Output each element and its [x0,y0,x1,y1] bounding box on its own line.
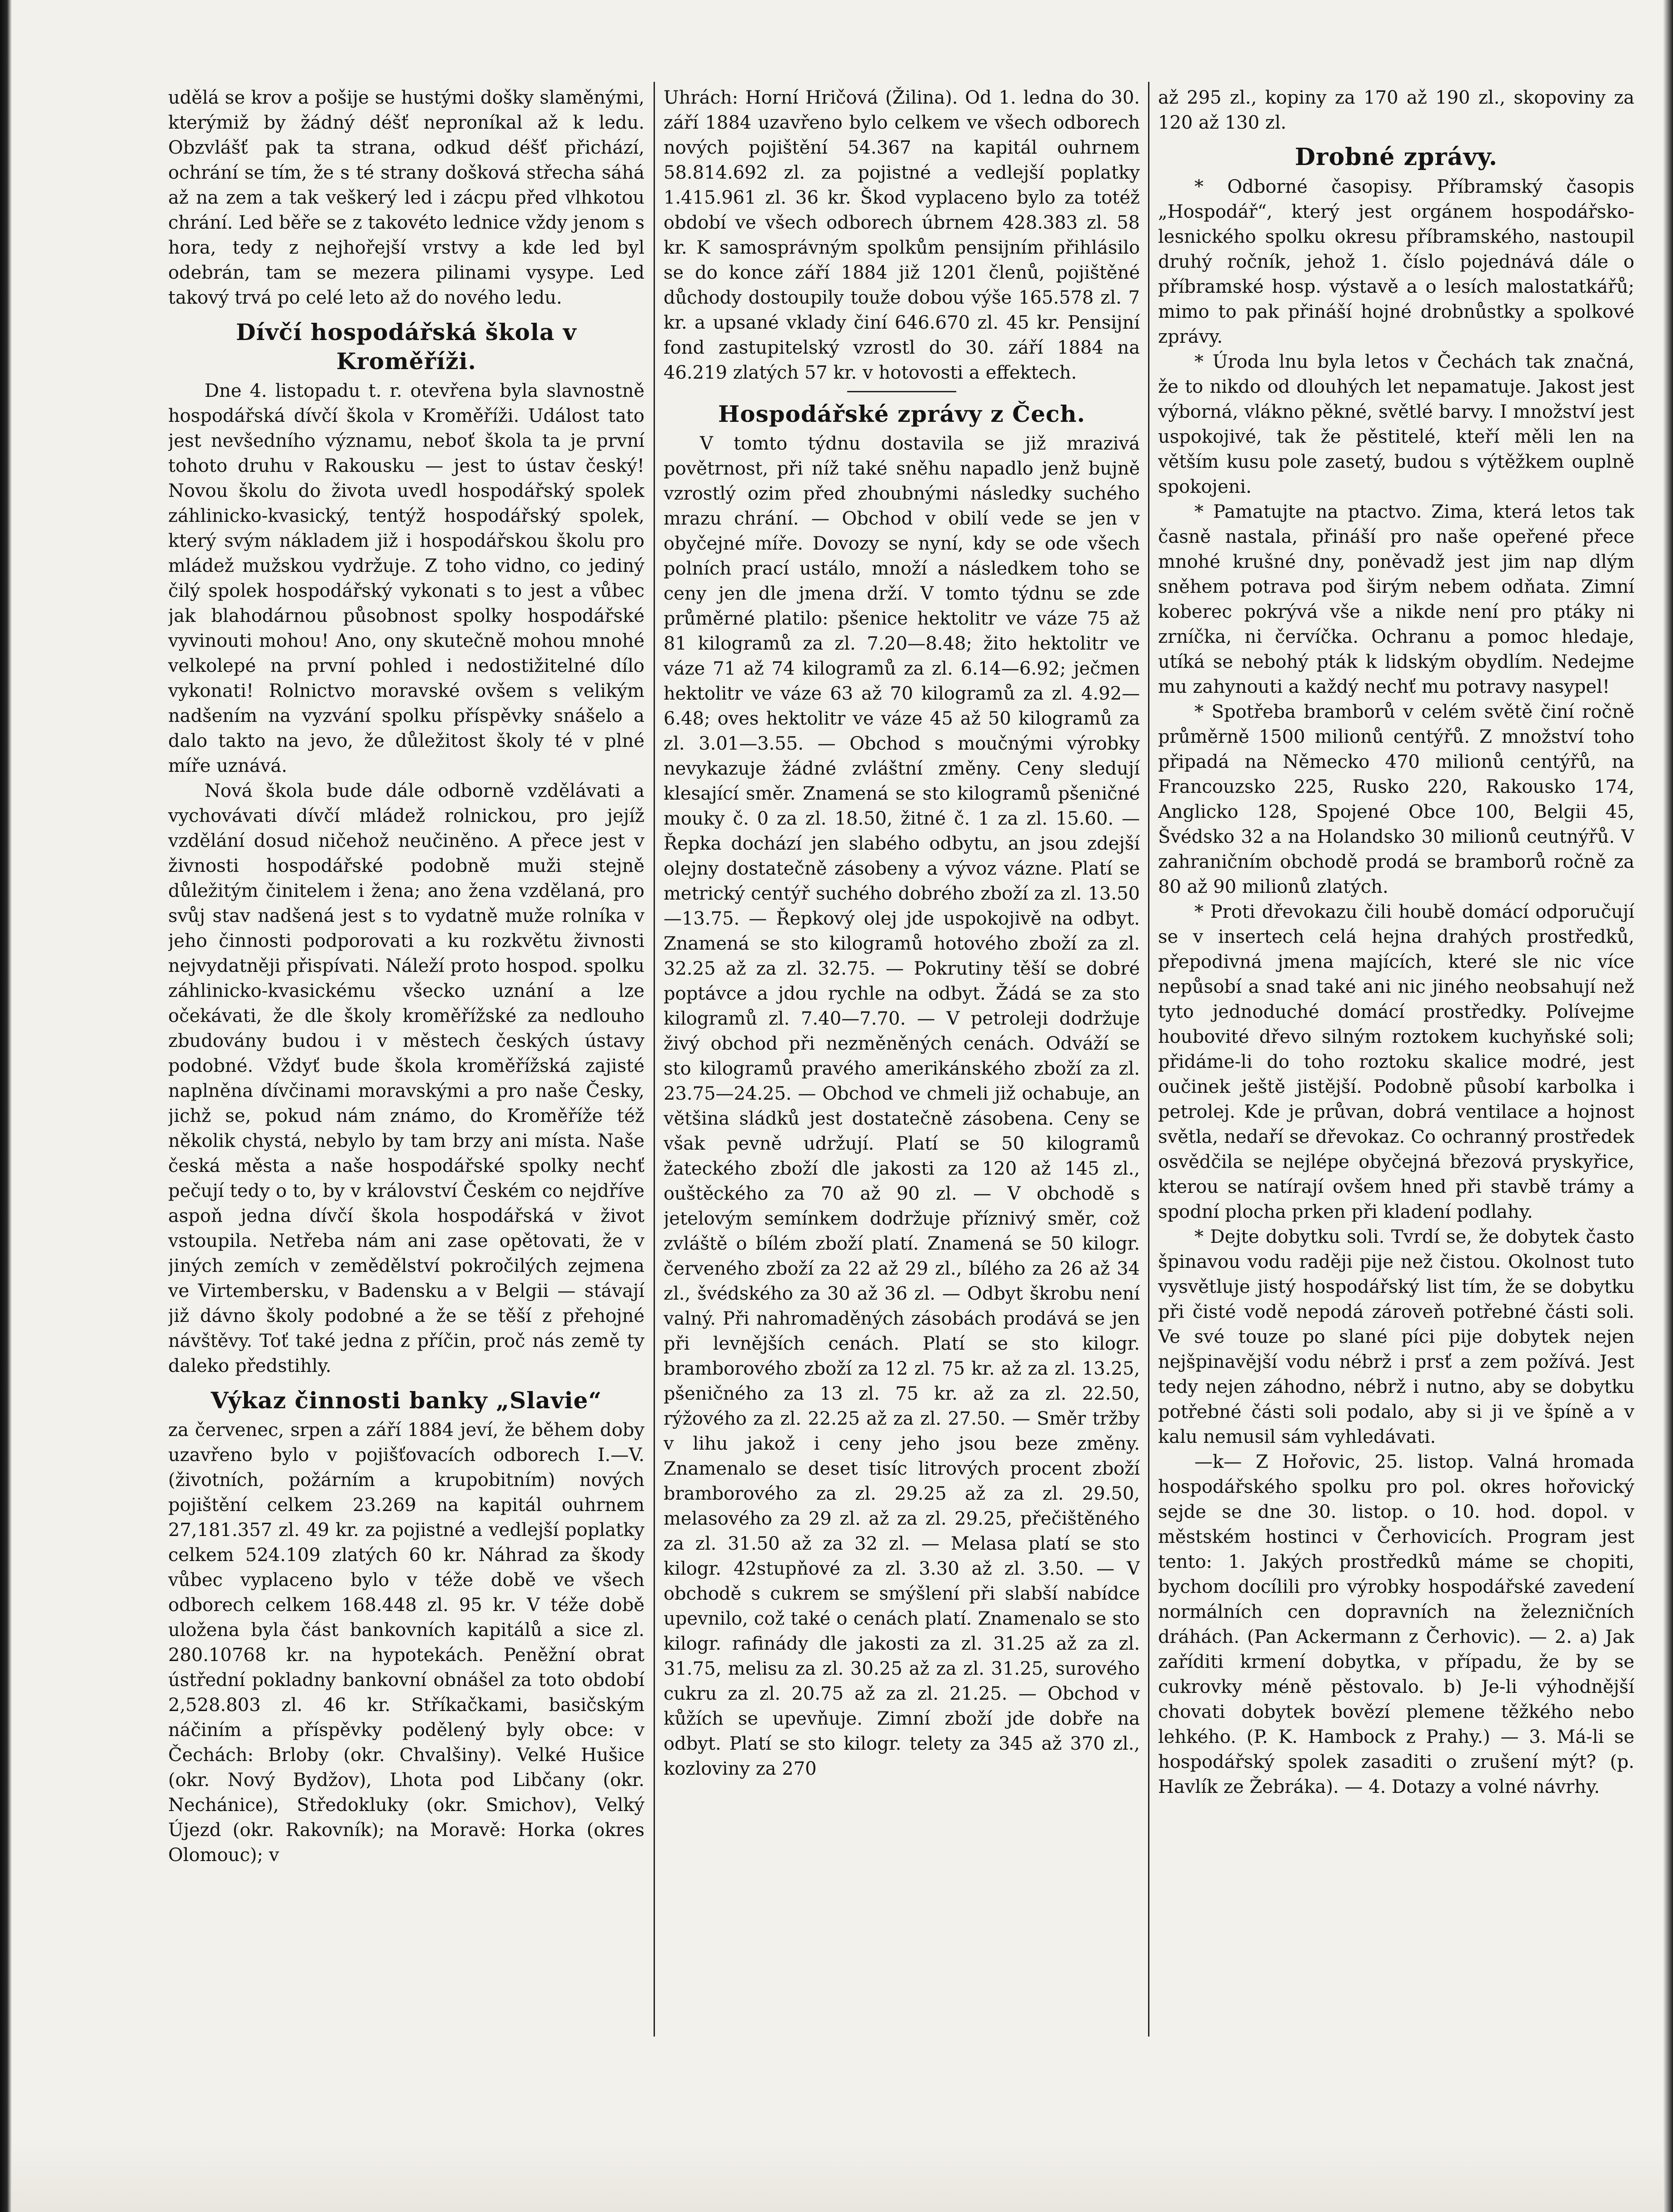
column-3 [1158,85,1634,2036]
article-vykaz-slavie: za červenec, srpen a září 1884 jeví, že během doby uzavřeno bylo v pojišťovacích odborech I.—V. (životních, požárním a krupobitním) nových pojištění celkem 23.269 na kapitál ouhrnem 27,181.357 zl. 49 kr. za pojistné a vedlejší poplatky celkem 524.109 zlatých 60 kr. Náhrad za škody vůbec vyplaceno bylo v téže době ve všech odborech celkem 168.448 zl. 95 kr. V téže době uložena byla část bankovních kapitálů a sice zl. 280.10768 kr. na hypotekách. Peněžní obrat ústřední pokladny bankovní obnášel za toto období 2,528.803 zl. 46 kr. Stříkačkami, basičským náčiním a příspěvky podělený byly obce: v Čechách: Brloby (okr. Chvalšiny). Velké Hušice (okr. Nový Bydžov), Lhota pod Libčany (okr. Nechánice), Středokluky (okr. Smichov), Velký Újezd (okr. Rakovník); na Moravě: Horka (okres Olomouc); v [168,1420,644,1866]
heading-divci-skola: Dívčí hospodářská škola v Kroměříži. [236,319,577,375]
heading-vykaz-slavie: Výkaz činnosti banky „Slavie“ [210,1387,602,1414]
news-horovice: —k— Z Hořovic, 25. listop. Valná hromada hospodářského spolku pro pol. okres hořovický sejde se dne 30. listop. o 10. hod. dopol. v městském hostinci v Čerhovicích. Program jest tento: 1. Jakých prostředků máme se chopiti, bychom docílili pro výrobky hospodářské zavedení normálních cen dopravních na železničních dráhách. (Pan Ackermann z Čerhovic). — 2. a) Jak zaříditi krmení dobytka, v případu, že by se cukrovky méně pěstovalo. b) Je-li výhodnější chovati dobytek bovězí plemene těžkého nebo lehkého. (P. K. Hambock z Prahy.) — 3. Má-li se hospodářský spolek zasaditi o zrušení mýt? (p. Havlík ze Žebráka). — 4. Dotazy a volné návrhy. [1158,1451,1634,1797]
heading-drobne-zpravy: Drobné zprávy. [1294,143,1498,171]
article-divci-skola-p2: Nová škola bude dále odborně vzdělávati a vychovávati dívčí mládež rolnickou, pro jejíž vzdělání dosud ničehož neučiněno. A přece jest v živnosti hospodářské podobně muži stejně důležitým činitelem i žena; ano žena vzdělaná, pro svůj stav nadšená jest s to vydatně muže rolníka v jeho činnosti podporovati a ku rozkvětu živnosti nejvydatněji přispívati. Náleží proto hospod. spolku záhlinicko-kvasickému všecko uznání a lze očekávati, že dle školy kroměřížské za nedlouho zbudovány budou i v městech českých ústavy podobné. Vždyť bude škola kroměřížská zajisté naplněna dívčinami moravskými a pro naše Česky, jichž se, pokud nám známo, do Kroměříže též několik chystá, nebylo by tam brzy ani místa. Naše česká města a naše hospodářské spolky nechť pečují tedy o to, by v království Českém co nejdříve aspoň jedna dívčí škola hospodářská v život vstoupila. Netřeba nám ani zase opětovati, že v jiných zemích v zemědělství pokročilých zejmena ve Virtembersku, v Badensku a v Belgii — stávají již dávno školy podobné a že se těší z přehojné návštěvy. Toť také jedna z příčin, proč nás země ty daleko předstihly. [168,781,644,1376]
column-1 [168,85,644,2036]
separator-rule [847,391,956,392]
news-spotreba-brambor: * Spotřeba bramborů v celém světě činí ročně průměrně 1500 milionů centýřů. Z množství toho připadá na Německo 470 milionů centýřů, na Francouzsko 225, Rusko 220, Rakousko 174, Anglicko 128, Spojené Obce 100, Belgii 45, Švédsko 32 a na Holandsko 30 milionů ceutnýřů. V zahraničním obchodě prodá se bramborů ročně za 80 až 90 milionů zlatých. [1158,701,1634,897]
news-odborne-casopisy: * Odborné časopisy. Příbramský časopis „Hospodář“, který jest orgánem hospodářsko-lesnického spolku okresu příbramského, nastoupil druhý ročník, jehož 1. číslo pojednává dále o příbramské hosp. výstavě a o lesích malostatkářů; mimo to pak přináší hojné drobnůstky a spolkové zprávy. [1158,176,1634,347]
column-2 [664,85,1140,2036]
article-divci-skola-p1: Dne 4. listopadu t. r. otevřena byla slavnostně hospodářská dívčí škola v Kroměříži. Událost tato jest nevšedního významu, neboť škola ta je první tohoto druhu v Rakousku — jest to ústav český! Novou školu do života uvedl hospodářský spolek záhlinicko-kvasický, tentýž hospodářský spolek, který svým nákladem již i hospodářskou školu pro mládež mužskou vydržuje. Z toho vidno, co jediný čilý spolek hospodářský vykonati s to jest a vůbec jak blahodárnou působnost spolky hospodářské vyvinouti mohou! Ano, ony skutečně mohou mnohé velkolepé na první pohled i nedostižitelné dílo vykonati! Rolnictvo moravské ovšem s velikým nadšením na vyzvání spolku příspěvky snášelo a dalo takto na jevo, že důležitost školy té v plné míře uznává. [168,380,644,776]
column-rule-1 [654,82,655,2037]
article-vykaz-slavie-cont: Uhrách: Horní Hričová (Žilina). Od 1. ledna do 30. září 1884 uzavřeno bylo celkem ve všech odborech nových pojištění 54.367 na kapitál ouhrnem 58.814.692 zl. za pojistné a vedlejší poplatky 1.415.961 zl. 36 kr. Škod vyplaceno bylo za totéž období ve všech odborech úbrnem 428.383 zl. 58 kr. K samosprávným spolkům pensijním přihlásilo se do konce září 1884 již 1201 členů, pojištěné důchody dostoupily touže dobou výše 165.578 zl. 7 kr. a upsané vklady činí 646.670 zl. 45 kr. Pensijní fond zastupitelský vzrostl do 30. září 1884 na 46.219 zlatých 57 kr. v hotovosti a effektech. [664,87,1140,383]
news-pamatujte-ptactvo: * Pamatujte na ptactvo. Zima, která letos tak časně nastala, přináší pro naše opeřené přece mnohé krušné dny, poněvadž jest jim nap dlým sněhem potrava pod širým nebem odňata. Zimní koberec pokrývá vše a nikde není pro ptáky ni zrníčka, ni červíčka. Ochranu a pomoc hledaje, utíká se nebohý pták k lidským obydlím. Nedejme mu zahynouti a každý nechť mu potravy nasypel! [1158,501,1634,697]
article-kuze-cont: až 295 zl., kopiny za 170 až 190 zl., skopoviny za 120 až 130 zl. [1158,87,1634,133]
page-edge-shadow-right [1663,0,1673,2212]
heading-hospodarske-zpravy: Hospodářské zprávy z Čech. [718,400,1085,427]
news-drevokaz: * Proti dřevokazu čili houbě domácí odporučují se v insertech celá hejna drahých prostředků, přepodivná jmena majících, které sle nic více nepůsobí a snad také ani nic jiného neobsahují než tyto jednoduché domácí prostředky. Polívejme houbovité dřevo silným roztokem kuchyňské soli; přidáme-li do toho roztoku skalice modré, jest oučinek ještě jistější. Podobně působí karbolka i petrolej. Kde je průvan, dobrá ventilace a hojnost světla, nedaří se dřevokaz. Co ochranný prostředek osvědčila se nejlépe obyčejná březová pryskyřice, kterou se natírají ovšem hned při stavbě trámy a spodní plocha prken při kladení podlahy. [1158,901,1634,1222]
article-lednice-end: udělá se krov a pošije se hustými došky slaměnými, kterýmiž by žádný déšť neproníkal až k ledu. Obzvlášť pak ta strana, odkud déšť přichází, ochrání se tím, že s té strany došková střecha sáhá až na zem a tak veškerý led i zácpu před vlhkotou chrání. Led běře se z takovéto lednice vždy jenom s hora, tedy z nejhořejší vrstvy a kde led byl odebrán, tam se mezera pilinami vysype. Led takový trvá po celé leto až do nového ledu. [168,87,644,308]
page-bottom-margin [12,2137,1663,2212]
article-hospodarske-zpravy: V tomto týdnu dostavila se již mrazivá povětrnost, při níž také sněhu napadlo jenž bujně vzrostlý ozim před zhoubnými následky suchého mrazu chrání. — Obchod v obilí vede se jen v obyčejné míře. Dovozy se nyní, kdy se ode všech polních prací ustálo, množí a následkem toho se ceny jen dle jmena drží. V tomto týdnu se zde průměrné platilo: pšenice hektolitr ve váze 75 až 81 kilogramů za zl. 7.20—8.48; žito hektolitr ve váze 71 až 74 kilogramů za zl. 6.14—6.92; ječmen hektolitr ve váze 63 až 70 kilogramů za zl. 4.92—6.48; oves hektolitr ve váze 45 až 50 kilogramů za zl. 3.01—3.55. — Obchod s moučnými výrobky nevykazuje žádné zvláštní změny. Ceny sledují klesající směr. Znamená se sto kilogramů pšeničné mouky č. 0 za zl. 18.50, žitné č. 1 za zl. 15.60. — Řepka dochází jen slabého odbytu, an jsou zdejší olejny dostatečně zásobeny a vývoz vázne. Platí se metrický centýř suchého dobrého zboží za zl. 13.50—13.75. — Řepkový olej jde uspokojivě na odbyt. Znamená se sto kilogramů hotového zboží za zl. 32.25 až za zl. 32.75. — Pokrutiny těší se dobré poptávce a jdou rychle na odbyt. Žádá se za sto kilogramů zl. 7.40—7.70. — V petroleji dodržuje živý obchod při nezměněných cenách. Odváží se sto kilogramů pravého amerikánského zboží za zl. 23.75—24.25. — Obchod ve chmeli již ochabuje, an většina sládků jest dostatečně zásobena. Ceny se však pevně udržují. Platí se 50 kilogramů žateckého zboží dle jakosti za 120 až 145 zl., ouštěckého za 70 až 90 zl. — V obchodě s jetelovým semínkem dodržuje příznivý směr, což zvláště o bílém zboží platí. Znamená se 50 kilogr. červeného zboží za 22 až 29 zl., bílého za 26 až 34 zl., švédského za 30 až 36 zl. — Odbyt škrobu není valný. Při nahromaděných zásobách prodává se jen při levnějších cenách. Platí se sto kilogr. bramborového zboží za 12 zl. 75 kr. až za zl. 13.25, pšeničného za 13 zl. 75 kr. až za zl. 22.50, rýžového za zl. 22.25 až za zl. 27.50. — Směr tržby v lihu jakož i ceny jeho jsou beze změny. Znamenalo se deset tisíc litrových procent zboží bramborového za zl. 29.25 až za zl. 29.50, melasového za 29 zl. až za zl. 29.25, přečištěného za zl. 31.50 až za 32 zl. — Melasa platí se sto kilogr. 42stupňové za zl. 3.30 až zl. 3.50. — V obchodě s cukrem se smýšlení při slabší nabídce upevnilo, což také o cenách platí. Znamenalo se sto kilogr. rafinády dle jakosti za zl. 31.25 až za zl. 31.75, melisu za zl. 30.25 až za zl. 31.25, surového cukru za zl. 20.75 až za zl. 21.25. — Obchod v kůžích se upevňuje. Zimní zboží jde dobře na odbyt. Platí se sto kilogr. telety za 345 až 370 zl., kozloviny za 270 [664,433,1140,1779]
news-uroda-lnu: * Úroda lnu byla letos v Čechách tak značná, že to nikdo od dlouhých let nepamatuje. Jakost jest výborná, vlákno pěkné, světlé barvy. I množství jest uspokojivé, tak že pěstitelé, kteří měli len na větším kusu pole zasetý, budou s výtěžkem ouplně spokojeni. [1158,351,1634,497]
news-dejte-soli: * Dejte dobytku soli. Tvrdí se, že dobytek často špinavou vodu raději pije než čistou. Okolnost tuto vysvětluje jistý hospodářský list tím, že se dobytku při čisté vodě nepodá zároveň potřebné části soli. Ve své touze po slané píci pije dobytek nejen nejšpinavější vodu nébrž i prsť a zem požívá. Jest tedy nejen záhodno, nébrž i nutno, aby se dobytku potřebné části soli podalo, aby si ji ve špíně a v kalu nemusil sám vyhledávati. [1158,1226,1634,1447]
page-edge-shadow-left [0,0,12,2212]
column-rule-2 [1148,82,1149,2037]
